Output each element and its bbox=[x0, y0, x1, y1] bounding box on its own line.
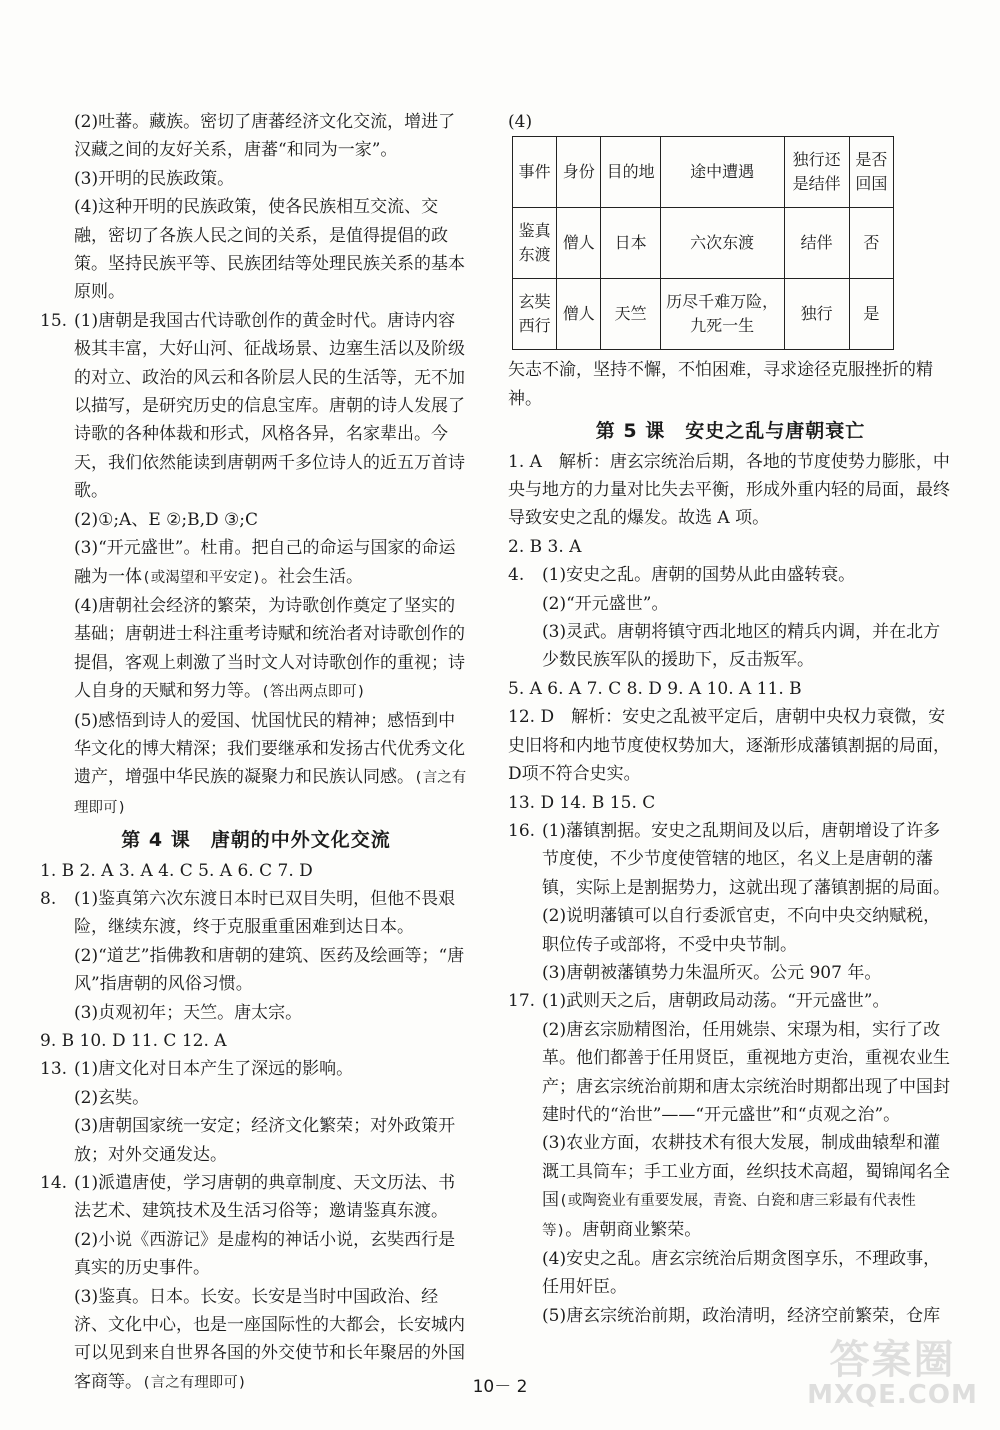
answer-4-summary: 矢志不渝，坚持不懈，不怕困难，寻求途径克服挫折的精神。 bbox=[508, 360, 933, 409]
table-header-cell: 目的地 bbox=[601, 137, 661, 208]
page-number: 10－ 2 bbox=[472, 1377, 528, 1397]
question-number: 13. bbox=[40, 1059, 68, 1080]
lesson-4-title: 第 4 课 唐朝的中外文化交流 bbox=[121, 829, 391, 852]
answer-8-1: (1)鉴真第六次东渡日本时已双目失明，但他不畏艰险，继续东渡，终于克服重重困难到达日本。 bbox=[74, 888, 456, 938]
answer-4-3: (3)灵武。唐朝将镇守西北地区的精兵内调，并在北方少数民族军队的援助下，反击叛军。 bbox=[542, 622, 941, 671]
site-watermark bbox=[800, 1328, 985, 1420]
answers-1-7: 1. B 2. A 3. A 4. C 5. A 6. C 7. D bbox=[40, 860, 313, 881]
question-16 bbox=[508, 817, 953, 987]
question-15 bbox=[40, 307, 472, 822]
answer-4-1: (1)安史之乱。唐朝的国势从此由盛转衰。 bbox=[542, 565, 856, 586]
table-header-row bbox=[513, 137, 894, 208]
answer-8-3: (3)贞观初年；天竺。唐太宗。 bbox=[74, 1002, 303, 1023]
answers-2-3: 2. B 3. A bbox=[508, 536, 582, 557]
table-row bbox=[513, 279, 894, 350]
table-cell: 僧人 bbox=[557, 208, 601, 279]
answer-note: (言之有理即可) bbox=[74, 770, 467, 816]
answer-14-3: (3)鉴真。日本。长安。长安是当时中国政治、经济、文化中心，也是一座国际性的大都会，长安城内可以见到来自世界各国的外交使节和长年聚居的外国客商等。(言之有理即可) bbox=[74, 1286, 465, 1392]
question-8 bbox=[40, 885, 472, 1027]
watermark-logo-text: 答案圈 bbox=[829, 1337, 956, 1383]
answer-14-4: (4)这种开明的民族政策，使各民族相互交流、交融，密切了各族人民之间的关系，是值得提倡的政策。坚持民族平等、民族团结等处理民族关系的基本原则。 bbox=[74, 197, 465, 303]
answer-note: (言之有理即可) bbox=[142, 1374, 247, 1391]
table-cell: 僧人 bbox=[557, 279, 601, 350]
watermark-domain: MXQE.COM bbox=[807, 1380, 978, 1410]
answer-15-4: (4)唐朝社会经济的繁荣，为诗歌创作奠定了坚实的基础；唐朝进士科注重考诗赋和统治者对诗歌创作的提倡，客观上刺激了当时文人对诗歌创作的重视；诗人自身的天赋和努力等。(答出两点即可) bbox=[74, 595, 465, 702]
answer-note: (答出两点即可) bbox=[261, 684, 366, 701]
question-13 bbox=[40, 1055, 472, 1169]
question-number: 14. bbox=[40, 1173, 68, 1194]
question-number: 17. bbox=[508, 991, 536, 1012]
answer-14-2b: (2)小说《西游记》是虚构的神话小说，玄奘西行是真实的历史事件。 bbox=[74, 1229, 456, 1279]
table-cell: 历尽千难万险，九死一生 bbox=[660, 279, 784, 350]
table-header-cell: 身份 bbox=[557, 137, 601, 208]
right-column bbox=[508, 108, 953, 1330]
table-cell: 独行 bbox=[784, 279, 849, 350]
answer-17-3: (3)农业方面，农耕技术有很大发展，制成曲辕犁和灌溉工具筒车；手工业方面，丝织技术高超，蜀锦闻名全国(或陶瓷业有重要发展，青瓷、白瓷和唐三彩最有代表性等)。唐朝商业繁荣。 bbox=[542, 1133, 950, 1240]
question-number: 8. bbox=[40, 888, 57, 909]
question-14 bbox=[40, 1169, 472, 1397]
table-cell: 是 bbox=[849, 279, 893, 350]
table-cell: 日本 bbox=[601, 208, 661, 279]
answer-14-3: (3)开明的民族政策。 bbox=[74, 168, 235, 189]
answer-4-2: (2)“开元盛世”。 bbox=[542, 593, 669, 614]
answers-5-11: 5. A 6. A 7. C 8. D 9. A 10. A 11. B bbox=[508, 678, 802, 699]
answer-15-5: (5)感悟到诗人的爱国、忧国忧民的精神；感悟到中华文化的博大精深；我们要继承和发扬古代优秀文化遗产，增强中华民族的凝聚力和民族认同感。(言之有理即可) bbox=[74, 710, 467, 816]
table-cell: 玄奘西行 bbox=[513, 279, 557, 350]
answer-17-1: (1)武则天之后，唐朝政局动荡。“开元盛世”。 bbox=[542, 991, 890, 1012]
table-cell: 结伴 bbox=[784, 208, 849, 279]
comparison-table bbox=[512, 136, 894, 350]
answer-13-2: (2)玄奘。 bbox=[74, 1087, 150, 1108]
answer-13-1: (1)唐文化对日本产生了深远的影响。 bbox=[74, 1059, 354, 1080]
table-header-cell: 是否回国 bbox=[849, 137, 893, 208]
table-cell: 鉴真东渡 bbox=[513, 208, 557, 279]
question-number: 16. bbox=[508, 820, 536, 841]
answer-16-3: (3)唐朝被藩镇势力朱温所灭。公元 907 年。 bbox=[542, 962, 882, 983]
question-number: 15. bbox=[40, 310, 68, 331]
answer-12: 12. D 解析：安史之乱被平定后，唐朝中央权力衰微，安史旧将和内地节度使权势加大，逐渐形成藩镇割据的局面，D项不符合史实。 bbox=[508, 707, 950, 785]
answers-9-12: 9. B 10. D 11. C 12. A bbox=[40, 1031, 227, 1051]
answer-14-1: (1)派遣唐使，学习唐朝的典章制度、天文历法、书法艺术、建筑技术及生活习俗等；邀请鉴真东渡。 bbox=[74, 1173, 456, 1222]
answer-15-3: (3)“开元盛世”。杜甫。把自己的命运与国家的命运融为一体(或渴望和平安定)。社会生活。 bbox=[74, 538, 456, 587]
answer-16-2: (2)说明藩镇可以自行委派官吏，不向中央交纳赋税，职位传子或部将，不受中央节制。 bbox=[542, 906, 941, 955]
answer-13-3: (3)唐朝国家统一安定；经济文化繁荣；对外政策开放；对外交通发达。 bbox=[74, 1116, 456, 1165]
question-17 bbox=[508, 987, 953, 1330]
question-4 bbox=[508, 561, 953, 675]
answer-note: (或陶瓷业有重要发展，青瓷、白瓷和唐三彩最有代表性等) bbox=[542, 1193, 916, 1239]
answers-13-15: 13. D 14. B 15. C bbox=[508, 792, 656, 813]
table-cell: 六次东渡 bbox=[660, 208, 784, 279]
answer-14-2: (2)吐蕃。藏族。密切了唐蕃经济文化交流，增进了汉藏之间的友好关系，唐蕃“和同为一家”。 bbox=[74, 112, 456, 161]
table-row bbox=[513, 208, 894, 279]
answer-1: 1. A 解析：唐玄宗统治后期，各地的节度使势力膨胀，中央与地方的力量对比失去平衡，形成外重内轻的局面，最终导致安史之乱的爆发。故选 A 项。 bbox=[508, 451, 950, 529]
answer-17-5: (5)唐玄宗统治前期，政治清明，经济空前繁荣，仓库 bbox=[542, 1305, 941, 1326]
lesson-5-title: 第 5 课 安史之乱与唐朝衰亡 bbox=[595, 420, 866, 443]
answer-8-2: (2)“道艺”指佛教和唐朝的建筑、医药及绘画等；“唐风”指唐朝的风俗习惯。 bbox=[74, 945, 465, 995]
table-cell: 天竺 bbox=[601, 279, 661, 350]
answer-16-1: (1)藩镇割据。安史之乱期间及以后，唐朝增设了许多节度使，不少节度使管辖的地区，名义上是唐朝的藩镇，实际上是割据势力，这就出现了藩镇割据的局面。 bbox=[542, 820, 950, 898]
table-header-cell: 途中遭遇 bbox=[660, 137, 784, 208]
answer-4-label: (4) bbox=[508, 112, 533, 132]
answer-15-1: (1)唐朝是我国古代诗歌创作的黄金时代。唐诗内容极其丰富，大好山河、征战场景、边塞生活以及阶级的对立、政治的风云和各阶层人民的生活等，无不加以描写，是研究历史的信息宝库。唐朝的诗人发展了诗歌的各种体裁和形式，风格各异，名家辈出。今天，我们依然能读到唐朝两千多位诗人的近五万首诗歌。 bbox=[74, 310, 465, 502]
question-number: 4. bbox=[508, 565, 525, 586]
table-header-cell: 事件 bbox=[513, 137, 557, 208]
answer-17-4: (4)安史之乱。唐玄宗统治后期贪图享乐，不理政事，任用奸臣。 bbox=[542, 1249, 941, 1298]
answer-note: (或渴望和平安定) bbox=[142, 569, 261, 586]
left-column bbox=[40, 108, 472, 1397]
table-cell: 否 bbox=[849, 208, 893, 279]
answer-15-2: (2)①;A、E ②;B,D ③;C bbox=[74, 509, 259, 530]
answer-17-2: (2)唐玄宗励精图治，任用姚崇、宋璟为相，实行了改革。他们都善于任用贤臣，重视地方吏治，重视农业生产；唐玄宗统治前期和唐太宗统治时期都出现了中国封建时代的“治世”——“开元盛世”和“贞观之治”。 bbox=[542, 1019, 950, 1125]
table-header-cell: 独行还是结伴 bbox=[784, 137, 849, 208]
